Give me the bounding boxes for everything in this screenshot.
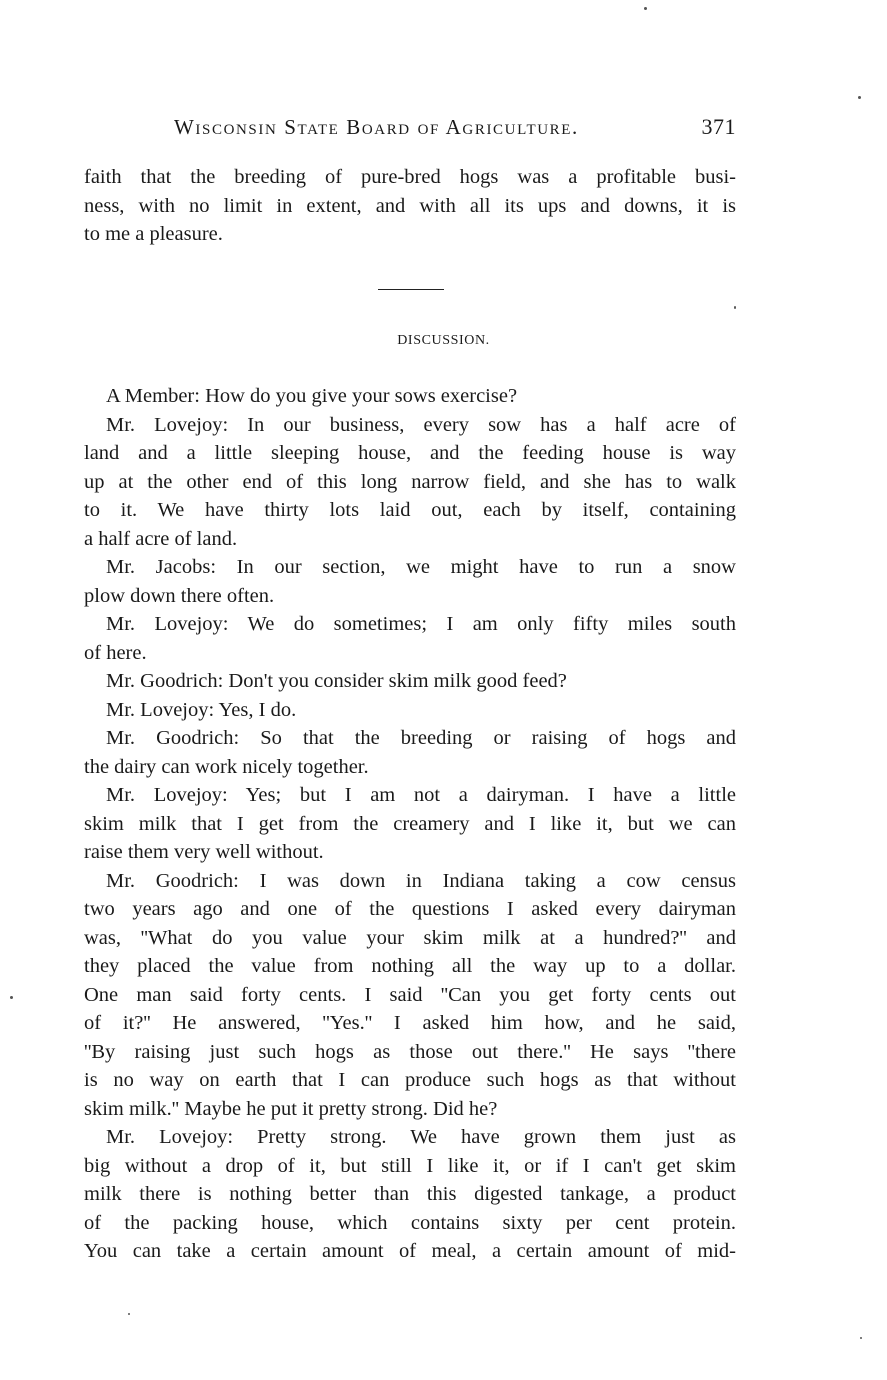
discussion-line: two years ago and one of the questions I asked every dairyman: [84, 898, 736, 920]
discussion-line: skim milk that I get from the creamery and I like it, but we can: [84, 812, 736, 835]
discussion-text: [84, 382, 736, 1266]
discussion-line: Mr. Goodrich: Don't you consider skim milk good feed?: [106, 670, 567, 692]
running-head-title: Wisconsin State Board of Agriculture.: [174, 115, 579, 139]
intro-line: faith that the breeding of pure-bred hogs was a profitable busi-: [84, 166, 736, 188]
discussion-line: Mr. Lovejoy: Yes; but I am not a dairyman. I have a little: [106, 784, 736, 806]
discussion-line: plow down there often.: [84, 584, 275, 607]
discussion-line: Mr. Lovejoy: Pretty strong. We have grown them just as: [106, 1126, 736, 1148]
page-number: 371: [701, 114, 736, 139]
intro-line: ness, with no limit in extent, and with all its ups and downs, it is: [84, 194, 736, 217]
section-divider-rule: [378, 289, 444, 290]
running-head: [84, 112, 736, 142]
discussion-line: Mr. Goodrich: I was down in Indiana taking a cow census: [106, 869, 736, 892]
discussion-line: ''By raising just such hogs as those out there.'' He says ''there: [84, 1040, 736, 1063]
discussion-line: to it. We have thirty lots laid out, each by itself, containing: [84, 499, 736, 521]
scan-speck: [128, 1313, 130, 1315]
discussion-line: the dairy can work nicely together.: [84, 755, 369, 778]
discussion-line: was, ''What do you value your skim milk at a hundred?'' and: [84, 926, 736, 949]
section-heading: DISCUSSION.: [397, 333, 490, 348]
discussion-line: of the packing house, which contains sixty per cent protein.: [84, 1211, 736, 1234]
intro-line: to me a pleasure.: [84, 223, 223, 245]
discussion-line: they placed the value from nothing all the way up to a dollar.: [84, 955, 736, 977]
scan-speck: [644, 7, 647, 10]
discussion-line: A Member: How do you give your sows exercise?: [106, 385, 518, 407]
scan-speck: [858, 96, 861, 99]
discussion-line: of it?'' He answered, ''Yes.'' I asked him how, and he said,: [84, 1012, 736, 1034]
discussion-line: up at the other end of this long narrow field, and she has to walk: [84, 470, 736, 493]
discussion-line: Mr. Lovejoy: We do sometimes; I am only fifty miles south: [106, 613, 736, 635]
discussion-line: big without a drop of it, but still I like it, or if I can't get skim: [84, 1154, 736, 1177]
scan-speck: [860, 1337, 862, 1339]
scan-speck: [734, 306, 736, 309]
discussion-line: land and a little sleeping house, and the feeding house is way: [84, 442, 736, 464]
discussion-line: skim milk.'' Maybe he put it pretty strong. Did he?: [84, 1097, 498, 1120]
discussion-line: Mr. Lovejoy: In our business, every sow has a half acre of: [106, 413, 736, 436]
scan-speck: [10, 996, 13, 999]
intro-paragraph: [84, 163, 736, 249]
discussion-line: is no way on earth that I can produce such hogs as that without: [84, 1069, 736, 1091]
discussion-line: You can take a certain amount of meal, a certain amount of mid-: [84, 1240, 736, 1262]
discussion-line: a half acre of land.: [84, 527, 238, 550]
discussion-line: of here.: [84, 641, 147, 664]
discussion-line: Mr. Lovejoy: Yes, I do.: [106, 698, 297, 721]
discussion-line: Mr. Jacobs: In our section, we might have to run a snow: [106, 556, 736, 578]
discussion-line: milk there is nothing better than this digested tankage, a product: [84, 1183, 736, 1205]
discussion-line: One man said forty cents. I said ''Can you get forty cents out: [84, 983, 736, 1006]
discussion-line: Mr. Goodrich: So that the breeding or raising of hogs and: [106, 727, 736, 749]
discussion-line: raise them very well without.: [84, 841, 324, 863]
